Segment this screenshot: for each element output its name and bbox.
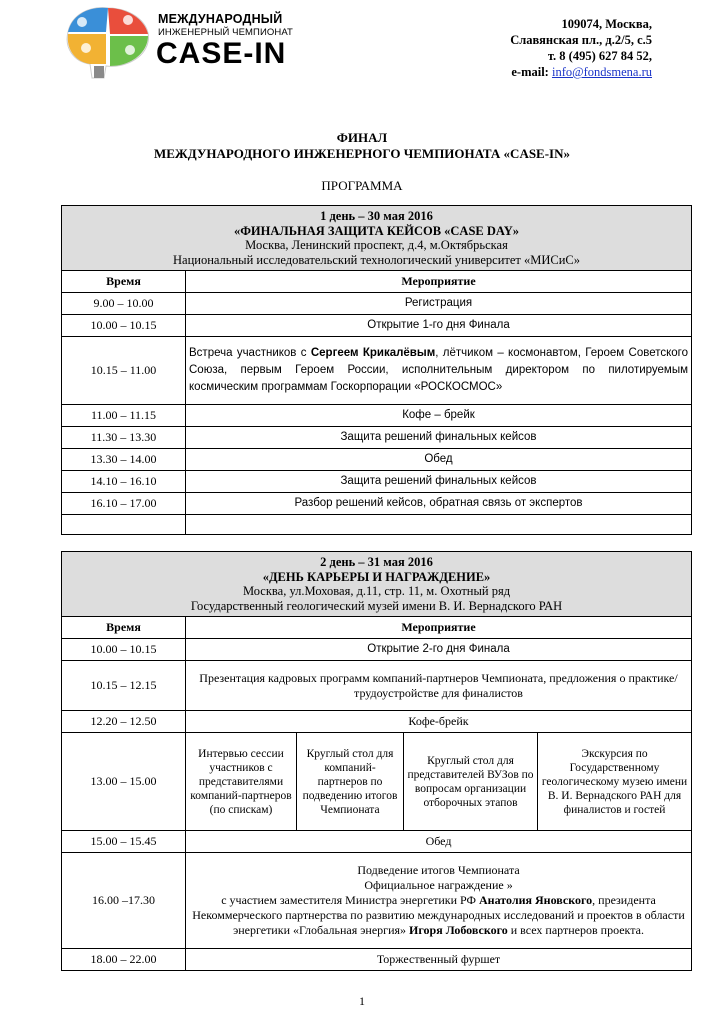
parallel-event-partners-roundtable: Круглый стол для компаний-партнеров по подведению итогов Чемпионата	[297, 733, 404, 831]
col-event-header	[186, 617, 692, 639]
contact-line-3: т. 8 (495) 627 84 52,	[547, 49, 652, 63]
row-event	[186, 853, 692, 949]
event-text: с участием заместителя Министра энергетики РФ	[221, 893, 480, 907]
day2-schedule-table	[61, 551, 692, 971]
col-time-label: Время	[106, 620, 141, 634]
day2-date: 2 день – 31 мая 2016	[320, 555, 433, 569]
row-time: 9.00 – 10.00	[62, 293, 186, 315]
row-event: Открытие 2-го дня Финала	[186, 639, 692, 661]
row-event: Разбор решений кейсов, обратная связь от экспертов	[186, 493, 692, 515]
table-row	[62, 853, 692, 949]
row-time: 11.30 – 13.30	[62, 427, 186, 449]
logo-line-1: МЕЖДУНАРОДНЫЙ	[158, 12, 283, 26]
email-link[interactable]: info@fondsmena.ru	[551, 65, 652, 79]
row-event	[186, 337, 692, 405]
event-bold-name: Анатолия Яновского	[479, 893, 593, 907]
spacer-cell	[186, 515, 692, 535]
day2-column-headers	[62, 617, 692, 639]
day2-header	[62, 552, 692, 617]
row-time: 10.00 – 10.15	[62, 315, 186, 337]
brain-logo-icon	[60, 4, 156, 82]
row-time: 13.30 – 14.00	[62, 449, 186, 471]
row-event: Презентация кадровых программ компаний-партнеров Чемпионата, предложения о практике/трудоустройстве для финалистов	[186, 661, 692, 711]
col-time-header	[62, 271, 186, 293]
row-event: Обед	[186, 449, 692, 471]
table-row	[62, 315, 692, 337]
parallel-event-interviews: Интервью сессии участников с представителями компаний-партнеров (по спискам)	[186, 733, 297, 831]
day1-header	[62, 206, 692, 271]
event-text: и всех партнеров проекта.	[507, 923, 644, 937]
col-time-label: Время	[106, 274, 141, 288]
row-time: 14.10 – 16.10	[62, 471, 186, 493]
row-event: Торжественный фуршет	[186, 949, 692, 971]
contact-email-line	[510, 64, 652, 80]
row-event: Кофе-брейк	[186, 711, 692, 733]
case-in-logo	[60, 4, 293, 82]
event-text: , лётчиком – космонавтом, Героем Советского Союза, первым Героем России, исполнительным директором по пилотируемым космическим программам Госкорпорации «РОСКОСМОС»	[189, 347, 689, 393]
table-row	[62, 831, 692, 853]
table-row	[62, 337, 692, 405]
table-row	[62, 427, 692, 449]
day1-column-headers	[62, 271, 692, 293]
row-event: Защита решений финальных кейсов	[186, 427, 692, 449]
day1-schedule-table	[61, 205, 692, 535]
spacer-cell	[62, 515, 186, 535]
row-time: 16.10 – 17.00	[62, 493, 186, 515]
event-text: , президента Некоммерческого партнерства по развитию международных исследований и проектов в области энергетики «Глобальная энергия»	[192, 893, 685, 937]
logo-line-2: ИНЖЕНЕРНЫЙ ЧЕМПИОНАТ	[158, 27, 293, 38]
day1-venue: Национальный исследовательский технологический университет «МИСиС»	[173, 252, 580, 267]
contact-line-1: 109074, Москва,	[561, 17, 652, 31]
col-time-header	[62, 617, 186, 639]
email-label: e-mail:	[511, 65, 549, 79]
event-bold-name: Игоря Лобовского	[409, 923, 508, 937]
parallel-event-museum-tour: Экскурсия по Государственному геологическому музею имени В. И. Вернадского РАН для финалистов и гостей	[538, 733, 692, 831]
day2-header-row	[62, 552, 692, 617]
row-time: 15.00 – 15.45	[62, 831, 186, 853]
page-title: ФИНАЛ	[336, 130, 388, 145]
table-row	[62, 493, 692, 515]
row-event: Обед	[186, 831, 692, 853]
row-event: Регистрация	[186, 293, 692, 315]
page-subtitle: МЕЖДУНАРОДНОГО ИНЖЕНЕРНОГО ЧЕМПИОНАТА «CASE-IN»	[153, 146, 571, 161]
row-time: 12.20 – 12.50	[62, 711, 186, 733]
event-bold-name: Сергеем Крикалёвым	[310, 347, 436, 359]
day1-place: Москва, Ленинский проспект, д.4, м.Октябрьская	[245, 238, 508, 252]
parallel-event-universities-roundtable: Круглый стол для представителей ВУЗов по вопросам организации отборочных этапов	[404, 733, 538, 831]
row-event: Кофе – брейк	[186, 405, 692, 427]
row-time: 13.00 – 15.00	[62, 733, 186, 831]
col-event-label: Мероприятие	[401, 274, 476, 288]
day2-venue: Государственный геологический музей имени В. И. Вернадского РАН	[190, 598, 563, 613]
row-time: 18.00 – 22.00	[62, 949, 186, 971]
table-row	[62, 293, 692, 315]
row-event: Защита решений финальных кейсов	[186, 471, 692, 493]
logo-line-3: CASE-IN	[156, 37, 287, 70]
table-row	[62, 639, 692, 661]
row-time: 10.15 – 11.00	[62, 337, 186, 405]
table-row	[62, 405, 692, 427]
day1-name: «ФИНАЛЬНАЯ ЗАЩИТА КЕЙСОВ «CASE DAY»	[233, 223, 520, 238]
row-event: Открытие 1-го дня Финала	[186, 315, 692, 337]
table-row	[62, 949, 692, 971]
page-number: 1	[359, 994, 365, 1008]
day2-name: «ДЕНЬ КАРЬЕРЫ И НАГРАЖДЕНИЕ»	[262, 569, 491, 584]
day1-date: 1 день – 30 мая 2016	[320, 209, 433, 223]
program-heading: ПРОГРАММА	[321, 178, 403, 193]
table-row	[62, 471, 692, 493]
table-row	[62, 711, 692, 733]
col-event-header	[186, 271, 692, 293]
row-time: 11.00 – 11.15	[62, 405, 186, 427]
contact-line-2: Славянская пл., д.2/5, с.5	[510, 33, 652, 47]
event-line: Подведение итогов Чемпионата	[357, 863, 520, 877]
spacer-row	[62, 515, 692, 535]
day2-place: Москва, ул.Моховая, д.11, стр. 11, м. Охотный ряд	[242, 584, 511, 598]
table-row	[62, 449, 692, 471]
event-line: Официальное награждение »	[364, 878, 513, 892]
row-time: 10.15 – 12.15	[62, 661, 186, 711]
event-text: Встреча участников с	[189, 347, 311, 359]
col-event-label: Мероприятие	[401, 620, 476, 634]
contact-block	[510, 16, 652, 80]
row-time: 10.00 – 10.15	[62, 639, 186, 661]
day1-header-row	[62, 206, 692, 271]
row-time: 16.00 –17.30	[62, 853, 186, 949]
table-row	[62, 733, 692, 831]
table-row	[62, 661, 692, 711]
